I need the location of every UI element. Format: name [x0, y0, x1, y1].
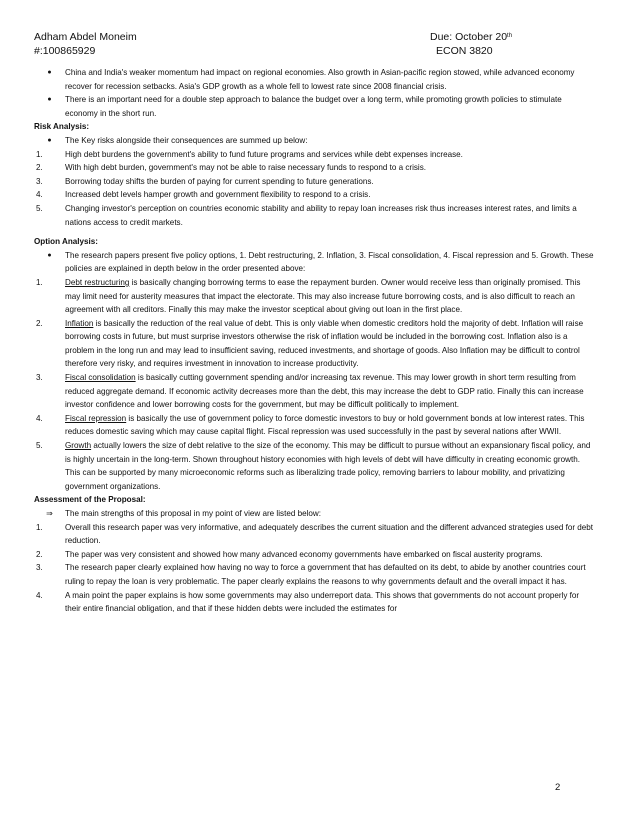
- list-item: 4. A main point the paper explains is how some governments may also underreport data. This shows that governments do not account properly for their entire financial obligation, and that if these hidden debts were included the estimates for: [36, 590, 580, 614]
- term: Growth: [65, 441, 92, 451]
- list-item: 4. Increased debt levels hamper growth and government flexibility to respond to a crisis.: [36, 190, 371, 200]
- list-item: 1. High debt burdens the government's ability to fund future programs and services while debt expenses increase.: [36, 149, 463, 159]
- bullet-icon: ●: [47, 136, 52, 144]
- page-number: 2: [555, 782, 561, 793]
- due-date: Due: October 20th: [430, 31, 513, 43]
- option-analysis-heading: Option Analysis:: [34, 237, 99, 247]
- assessment-arrow-item: ⇒ The main strengths of this proposal in my point of view are listed below:: [34, 507, 596, 521]
- list-item: 3. The research paper clearly explained how having no way to force a government that has defaulted on its debt, to abide by another countries court ruling to repay the loan is very problematic. The paper clearly explains the reasons to why governments default and the overall impact it has.: [36, 563, 586, 586]
- author-name: Adham Abdel Moneim: [34, 31, 137, 43]
- course-code: ECON 3820: [436, 45, 493, 57]
- due-date-suffix: th: [507, 33, 513, 39]
- list-item: 2. Inflation is basically the reduction of the real value of debt. This is only viable when domestic creditors hold the majority of debt. Inflation will raise borrowing costs in future, but must surprise investors otherwise the risk of inflation would be included in the borrowing cost. Inflation also is a problem in the long run and may lead to insufficient saving, reduced investments, and shortage of goods. Also Inflation may be difficult to control therefore very risky, and requires investment in innovation to increase productivity.: [36, 318, 584, 369]
- intro-bullet: ● China and India's weaker momentum had impact on regional economies. Also growth in Asian-pacific region stowed, while advanced economy recover for recession setbacks. Asia's GDP growth as a whole fell to lowest rate since 2008 financial crisis.: [34, 66, 596, 93]
- header-left: [34, 30, 137, 58]
- option-bullet: ● The research papers present five policy options, 1. Debt restructuring, 2. Inflation, 3. Fiscal consolidation, 4. Fiscal repression and 5. Growth. These policies are explained in depth below in the order presented above:: [34, 249, 596, 276]
- list-item: 3. Borrowing today shifts the burden of paying for current spending to future generations.: [36, 176, 374, 186]
- term: Debt restructuring: [65, 277, 130, 287]
- list-item: 5. Changing investor's perception on countries economic stability and ability to repay loan increases risk thus increases interest rates, and limits a nations access to credit markets.: [36, 203, 577, 227]
- assessment-heading: Assessment of the Proposal:: [34, 495, 146, 505]
- list-item: 2. With high debt burden, government's may not be able to raise necessary funds to respond to a crisis.: [36, 163, 427, 173]
- header-right: [430, 30, 512, 58]
- list-item: 5. Growth actually lowers the size of debt relative to the size of the economy. This may be difficult to pursue without an expansionary fiscal policy, and is highly uncertain in the long-term. Shown throughout history economies with high levels of debt will have difficulty in creating economic growth. This can be supported by many microeconomic reforms such as liberalizing trade policy, removing barriers to labour mobility, and privatizing government organizations.: [36, 441, 591, 491]
- intro-bullet: ● There is an important need for a double step approach to balance the budget over a long term, while promoting growth policies to stimulate economy in the short run.: [34, 93, 596, 120]
- bullet-icon: ●: [47, 69, 52, 76]
- list-item: 3. Fiscal consolidation is basically cutting government spending and/or increasing tax revenue. This may lower growth in short term resulting from reduced aggregate demand. If economic activity decreases more than the debt, this may increase the debt to GDP ratio. Finally this can increase investor confidence and lower borrowing costs for the government, but may be difficult politically to implement.: [36, 373, 584, 410]
- term: Inflation: [65, 318, 94, 328]
- list-item: 4. Fiscal repression is basically the use of government policy to force domestic investors to buy or hold government bonds at low interest rates. This reduces domestic saving which may cause capital flight. Fiscal repression was used successfully in the past by several nations after WWII.: [36, 413, 585, 437]
- document-body: [34, 66, 596, 616]
- arrow-icon: ⇒: [46, 509, 53, 518]
- list-item: 2. The paper was very consistent and showed how many advanced economy governments have embarked on fiscal austerity programs.: [36, 549, 543, 559]
- risk-bullet: ● The Key risks alongside their consequences are summed up below:: [34, 134, 596, 148]
- risk-analysis-heading: Risk Analysis:: [34, 122, 90, 132]
- list-item: 1. Debt restructuring is basically changing borrowing terms to ease the repayment burden. Owner would receive less than originally promised. This may limit need for austerity measures that impact the electorate. This may also increase future borrowing costs, and is also difficult to reach an agreement with all creditors. Finally this may make the investor sceptical about giving out loan in the first place.: [36, 277, 581, 315]
- list-item: 1. Overall this research paper was very informative, and adequately describes the current situation and the different advanced strategies used for debt reduction.: [36, 522, 594, 546]
- bullet-icon: ●: [47, 96, 52, 104]
- bullet-icon: ●: [47, 251, 52, 259]
- student-id: #:100865929: [34, 45, 96, 57]
- term: Fiscal repression: [65, 413, 127, 423]
- term: Fiscal consolidation: [65, 373, 136, 383]
